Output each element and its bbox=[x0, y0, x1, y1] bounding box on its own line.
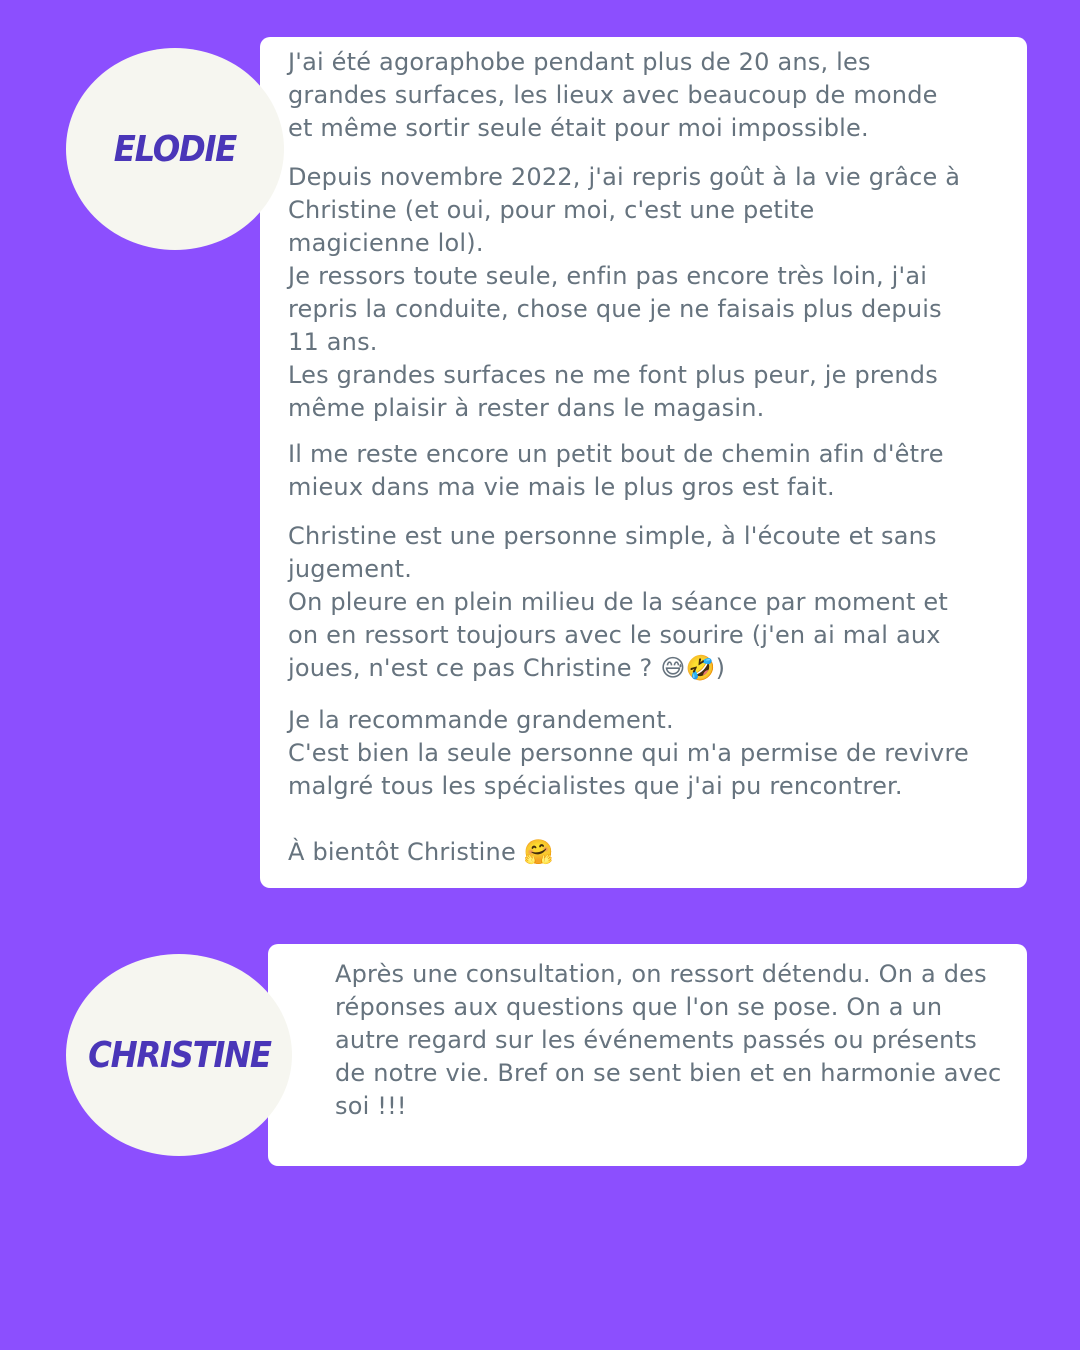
text-line: on en ressort toujours avec le sourire (j'en ai mal aux bbox=[288, 621, 941, 649]
text-line: Après une consultation, on ressort détendu. On a des bbox=[335, 960, 987, 988]
text-line: mieux dans ma vie mais le plus gros est fait. bbox=[288, 473, 835, 501]
author-badge-christine bbox=[66, 954, 292, 1156]
text-line: Christine est une personne simple, à l'écoute et sans bbox=[288, 522, 937, 550]
text-line: Je la recommande grandement. bbox=[288, 706, 674, 734]
author-name: CHRISTINE bbox=[87, 1034, 271, 1076]
text-line: de notre vie. Bref on se sent bien et en harmonie avec bbox=[335, 1059, 1002, 1087]
text-line: malgré tous les spécialistes que j'ai pu rencontrer. bbox=[288, 772, 903, 800]
text-line: autre regard sur les événements passés ou présents bbox=[335, 1026, 977, 1054]
text-line: C'est bien la seule personne qui m'a permise de revivre bbox=[288, 739, 969, 767]
text-line: grandes surfaces, les lieux avec beaucoup de monde bbox=[288, 81, 938, 109]
text-line: soi !!! bbox=[335, 1092, 407, 1120]
testimonial-paragraph bbox=[288, 438, 968, 504]
text-line: Il me reste encore un petit bout de chemin afin d'être bbox=[288, 440, 944, 468]
testimonial-card-elodie bbox=[260, 37, 1027, 888]
text-line: repris la conduite, chose que je ne faisais plus depuis bbox=[288, 295, 942, 323]
text-line: Les grandes surfaces ne me font plus peur, je prends bbox=[288, 361, 938, 389]
testimonial-text-elodie bbox=[288, 46, 968, 869]
author-badge-elodie bbox=[66, 48, 284, 250]
text-line: réponses aux questions que l'on se pose. On a un bbox=[335, 993, 943, 1021]
text-line: On pleure en plein milieu de la séance par moment et bbox=[288, 588, 948, 616]
author-name: ELODIE bbox=[113, 128, 237, 170]
testimonial-card-christine bbox=[268, 944, 1027, 1166]
text-line: jugement. bbox=[288, 555, 413, 583]
testimonial-paragraph bbox=[288, 836, 968, 869]
testimonial-paragraph bbox=[288, 161, 968, 425]
text-line: même plaisir à rester dans le magasin. bbox=[288, 394, 765, 422]
text-line: et même sortir seule était pour moi impossible. bbox=[288, 114, 869, 142]
testimonial-paragraph bbox=[288, 704, 968, 803]
text-line: Depuis novembre 2022, j'ai repris goût à la vie grâce à bbox=[288, 163, 961, 191]
text-line: J'ai été agoraphobe pendant plus de 20 ans, les bbox=[288, 48, 871, 76]
text-line: À bientôt Christine 🤗 bbox=[288, 838, 554, 866]
testimonial-paragraph bbox=[288, 46, 968, 145]
text-line: Christine (et oui, pour moi, c'est une petite bbox=[288, 196, 815, 224]
text-line: joues, n'est ce pas Christine ? 😅🤣) bbox=[288, 654, 726, 682]
testimonial-paragraph bbox=[335, 958, 1005, 1123]
text-line: 11 ans. bbox=[288, 328, 378, 356]
text-line: magicienne lol). bbox=[288, 229, 484, 257]
testimonial-paragraph bbox=[288, 520, 968, 685]
testimonial-text-christine bbox=[335, 958, 1005, 1123]
text-line: Je ressors toute seule, enfin pas encore très loin, j'ai bbox=[288, 262, 928, 290]
